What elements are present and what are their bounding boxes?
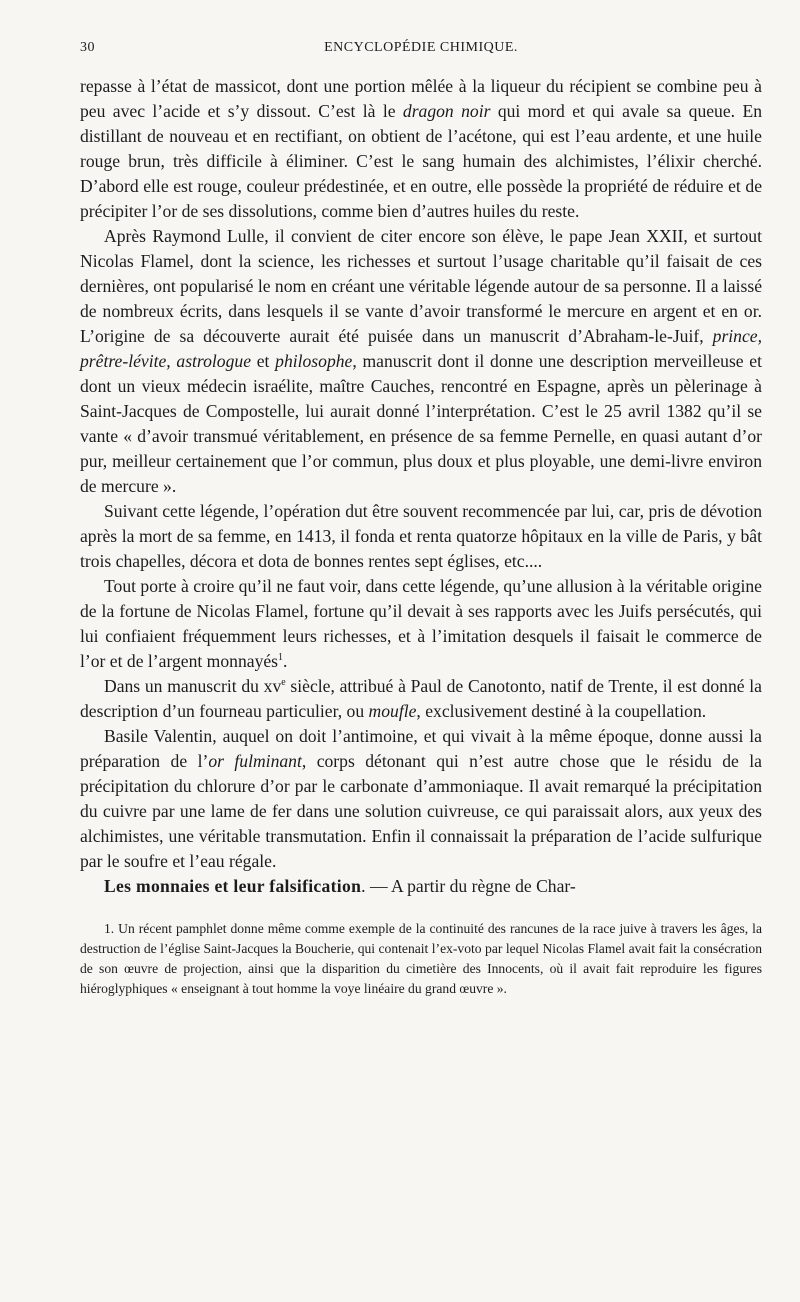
text-span: Tout porte à croire qu’il ne faut voir, dans cette légende, qu’une allusion à la véritable origine de la fortune de Nicolas Flamel, fortune qu’il devait à ses rapports avec les Juifs persécutés, qui lui confiaient fréquemment leurs richesses, et à l’imitation desquels il faisait le commerce de l’or et de l’argent monnayés	[80, 576, 762, 671]
text-span: , corps détonant qui n’est autre chose que le résidu de la précipitation du chlorure d’or par le carbonate d’ammoniaque. Il avait remarqué la précipitation du cuivre par une lame de fer dans une solution cuivreuse, ce qui paraissait alors, aux yeux des alchimistes, une véritable transmutation. Enfin il connaissait la préparation de l’acide sulfurique par le soufre et l’eau régale.	[80, 751, 762, 871]
text-span: qui mord et qui avale sa queue. En distillant de nouveau et en rectifiant, on obtient de l’acétone, qui est l’eau ardente, et une huile rouge brun, très difficile à éliminer. C’est le sang humain des alchimistes, l’élixir cherché. D’abord elle est rouge, couleur prédestinée, et en outre, elle possède la propriété de réduire et de précipiter l’or de ses dissolutions, comme bien d’autres huiles du reste.	[80, 101, 762, 221]
text-span: , exclusivement destiné à la coupellation.	[416, 701, 707, 721]
page-number: 30	[80, 40, 95, 55]
italic-span: dragon noir	[402, 101, 491, 121]
paragraph-7	[80, 874, 762, 899]
text-span: Après Raymond Lulle, il convient de citer encore son élève, le pape Jean XXII, et surtout Nicolas Flamel, dont la science, les richesses et surtout l’usage charitable qu’il faisait de ces dernières, ont popularisé le nom en créant une véritable légende autour de sa personne. Il a laissé de nombreux écrits, dans lesquels il se vante d’avoir transformé le mercure en argent et en or. L’origine de sa découverte aurait été puisée dans un manuscrit d’Abraham-le-Juif,	[80, 226, 762, 346]
page-header	[80, 34, 762, 64]
italic-span: or fulminant	[208, 751, 302, 771]
paragraph-1	[80, 74, 762, 224]
text-span: Basile Valentin, auquel on doit l’antimoine, et qui vivait à la même époque, donne aussi la préparation de l’	[80, 726, 762, 771]
text-span: . — A partir du règne de Char-	[361, 876, 576, 896]
running-title: ENCYCLOPÉDIE CHIMIQUE.	[324, 40, 518, 55]
footnote-ref: 1	[278, 652, 284, 664]
paragraph-4	[80, 574, 762, 674]
text-span: repasse à l’état de massicot, dont une portion mêlée à la liqueur du récipient se combine peu à peu avec l’acide et s’y dissout. C’est là le	[80, 76, 762, 121]
footnote-number: 1.	[104, 921, 115, 936]
italic-span: philosophe	[275, 351, 353, 371]
paragraph-3: Suivant cette légende, l’opération dut être souvent recommencée par lui, car, pris de dévotion après la mort de sa femme, en 1413, il fonda et renta quatorze hôpitaux en la ville de Paris, y bât trois chapelles, décora et dota de bonnes rentes sept églises, etc....	[80, 501, 762, 571]
text-span: et	[251, 351, 276, 371]
superscript: e	[281, 677, 286, 689]
text-span: Dans un manuscrit du xv	[104, 676, 282, 696]
text-span: siècle, attribué à Paul de Canotonto, natif de Trente, il est donné la description d’un fourneau particulier, ou	[80, 676, 762, 721]
text-span: .	[283, 651, 288, 671]
italic-span: moufle	[368, 701, 417, 721]
paragraph-5	[80, 674, 762, 724]
paragraph-2	[80, 224, 762, 499]
footnote-1	[80, 919, 762, 999]
footnotes	[80, 919, 762, 999]
section-heading: Les monnaies et leur falsification	[104, 876, 362, 896]
footnote-text: Un récent pamphlet donne même comme exemple de la continuité des rancunes de la race juive à travers les âges, la destruction de l’église Saint-Jacques la Boucherie, qui contenait l’ex-voto par lequel Nicolas Flamel avait fait la consécration de son œuvre de projection, ainsi que la disparition du cimetière des Innocents, où il avait fait reproduire les figures hiéroglyphiques « enseignant à tout homme la voye linéaire du grand œuvre ».	[80, 921, 762, 996]
text-span: , manuscrit dont il donne une description merveilleuse et dont un vieux médecin israélite, maître Cauches, rencontré en Espagne, après un pèlerinage à Saint-Jacques de Compostelle, lui aurait donné l’interprétation. C’est le 25 avril 1382 qu’il se vante « d’avoir transmué véritablement, en présence de sa femme Pernelle, en quasi autant d’or pur, meilleur certainement que l’or commun, plus doux et plus ployable, une demi-livre environ de mercure ».	[80, 351, 763, 496]
body-text	[80, 74, 762, 899]
paragraph-6	[80, 724, 762, 874]
italic-span: prince, prêtre-lévite, astrologue	[80, 326, 762, 371]
